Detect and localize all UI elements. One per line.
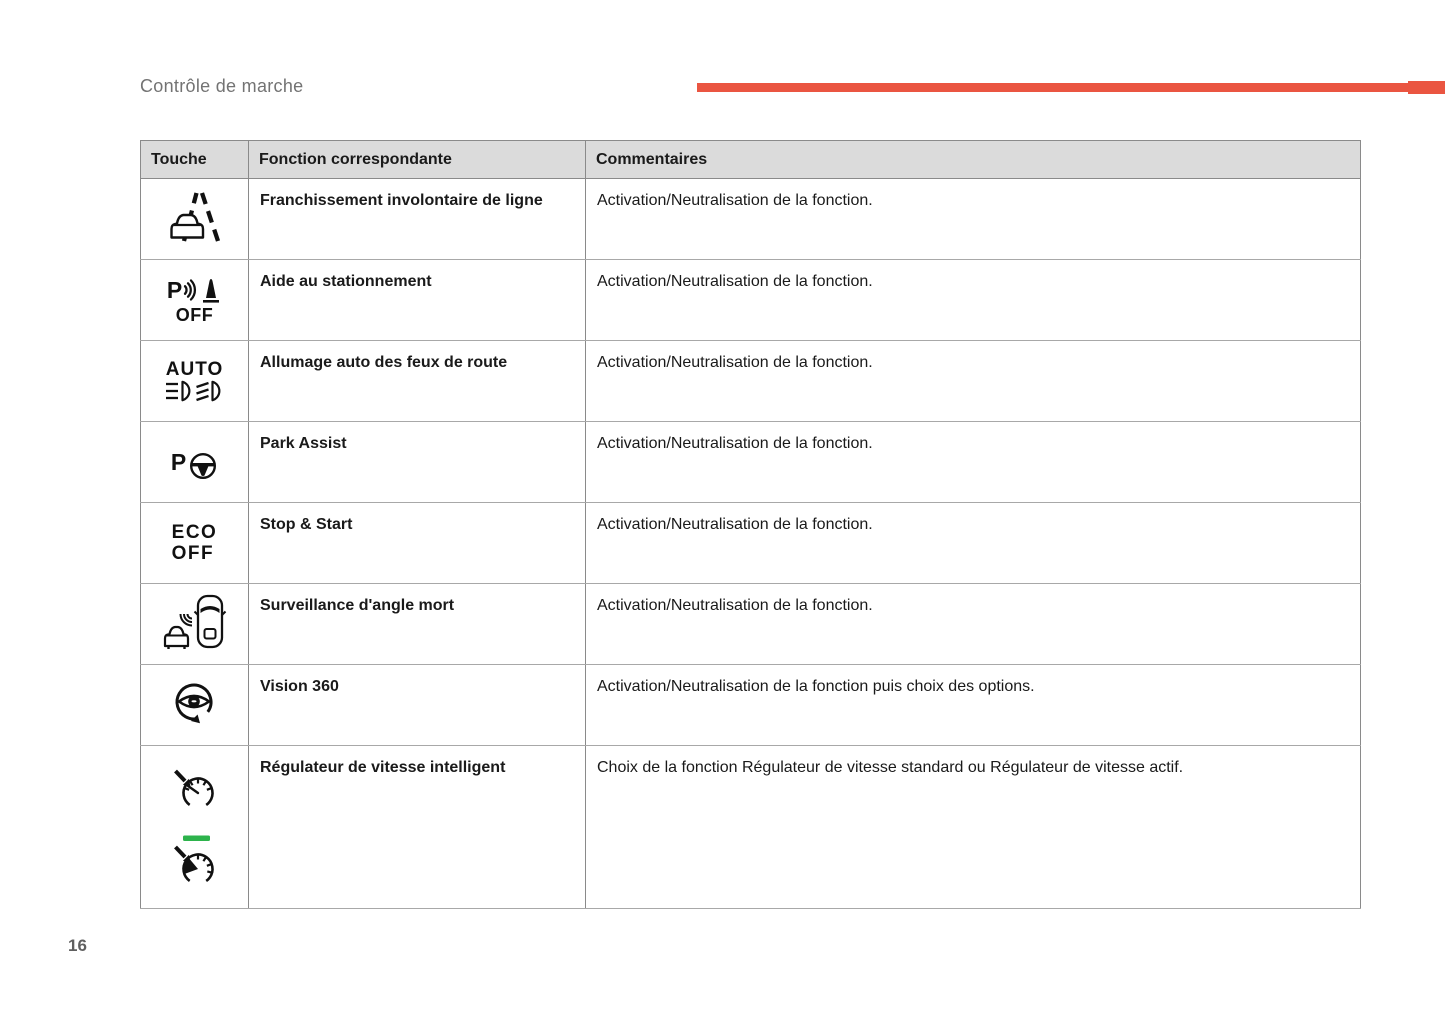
touche-cell — [141, 260, 249, 341]
obstacle-cone-icon — [200, 277, 222, 305]
function-cell: Régulateur de vitesse intelligent — [249, 746, 586, 909]
parking-off-label: OFF — [175, 305, 214, 325]
function-cell: Park Assist — [249, 422, 586, 503]
blind-spot-monitoring-icon — [162, 593, 228, 651]
comment-cell: Activation/Neutralisation de la fonction. — [586, 179, 1361, 260]
table-row — [141, 665, 1361, 746]
park-assist-icon — [141, 443, 248, 481]
eco-off-label: OFF — [171, 543, 215, 564]
function-cell: Allumage auto des feux de route — [249, 341, 586, 422]
table-row — [141, 260, 1361, 341]
function-cell: Surveillance d'angle mort — [249, 584, 586, 665]
lane-departure-icon — [167, 191, 223, 243]
table-header-row — [141, 141, 1361, 179]
column-header-fonction: Fonction correspondante — [249, 141, 586, 179]
function-cell: Franchissement involontaire de ligne — [249, 179, 586, 260]
function-cell: Vision 360 — [249, 665, 586, 746]
comment-cell: Activation/Neutralisation de la fonction puis choix des options. — [586, 665, 1361, 746]
auto-label: AUTO — [165, 358, 224, 380]
column-header-touche: Touche — [141, 141, 249, 179]
column-header-commentaires: Commentaires — [586, 141, 1361, 179]
functions-table — [140, 140, 1361, 909]
table-row — [141, 503, 1361, 584]
touche-cell — [141, 503, 249, 584]
accent-bar — [697, 80, 1445, 96]
comment-cell: Activation/Neutralisation de la fonction. — [586, 422, 1361, 503]
park-assist-p-label: P — [170, 449, 187, 475]
table-row — [141, 746, 1361, 909]
eco-label: ECO — [171, 522, 218, 543]
page-number: 16 — [68, 936, 87, 955]
parking-p-label: P — [166, 277, 183, 303]
touche-cell — [141, 746, 249, 909]
comment-cell: Activation/Neutralisation de la fonction. — [586, 260, 1361, 341]
touche-cell — [141, 179, 249, 260]
function-cell: Stop & Start — [249, 503, 586, 584]
auto-main-beam-icon — [141, 360, 248, 403]
table-row — [141, 179, 1361, 260]
table-row — [141, 584, 1361, 665]
parking-sensor-off-icon — [141, 275, 248, 325]
eco-off-icon — [172, 522, 218, 564]
comment-cell: Activation/Neutralisation de la fonction. — [586, 584, 1361, 665]
function-cell: Aide au stationnement — [249, 260, 586, 341]
steering-wheel-icon — [188, 451, 218, 481]
touche-cell — [141, 422, 249, 503]
touche-cell — [141, 584, 249, 665]
table-row — [141, 422, 1361, 503]
touche-cell — [141, 665, 249, 746]
comment-cell: Activation/Neutralisation de la fonction. — [586, 503, 1361, 584]
page-title: Contrôle de marche — [140, 76, 304, 96]
vision-360-icon — [171, 679, 219, 727]
comment-cell: Activation/Neutralisation de la fonction. — [586, 341, 1361, 422]
touche-cell — [141, 341, 249, 422]
cruise-control-active-icon — [172, 834, 218, 888]
cruise-control-standard-icon — [172, 766, 218, 812]
comment-cell: Choix de la fonction Régulateur de vitesse standard ou Régulateur de vitesse actif. — [586, 746, 1361, 909]
table-row — [141, 341, 1361, 422]
headlight-beams-icon — [165, 380, 225, 403]
sound-waves-icon — [182, 275, 198, 305]
